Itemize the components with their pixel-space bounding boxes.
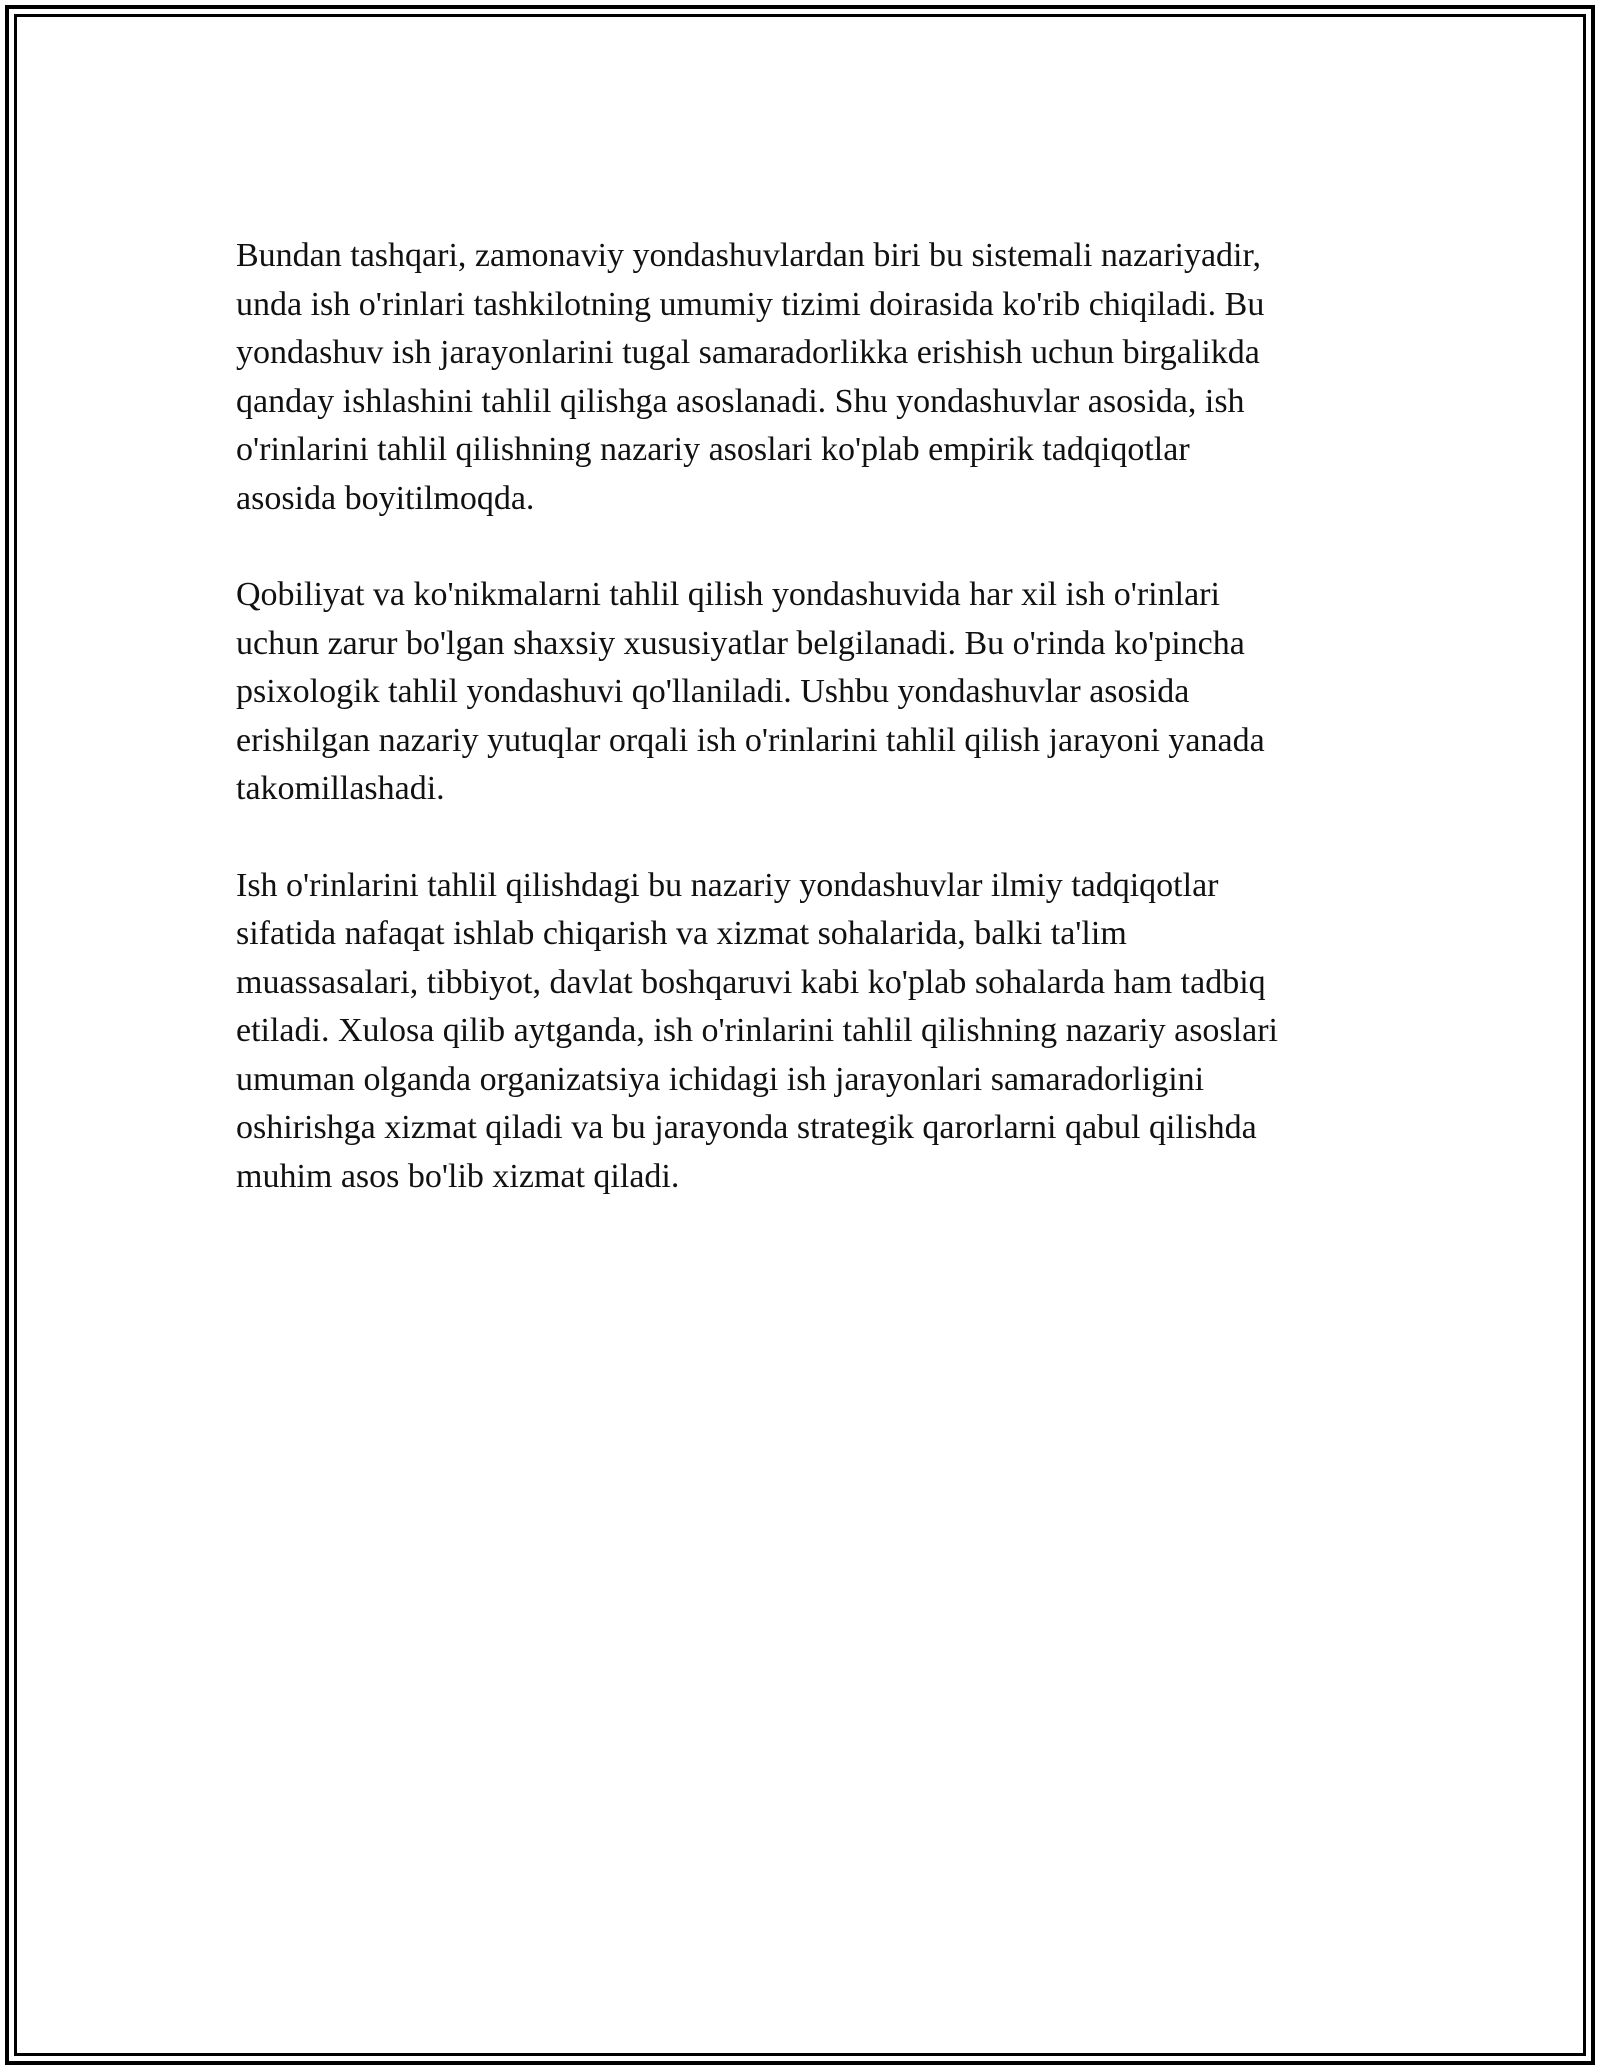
paragraph-1: Bundan tashqari, zamonaviy yondashuvlardan biri bu sistemali nazariyadir, unda ish o'rinlari tashkilotning umumiy tizimi doirasida ko'rib chiqiladi. Bu yondashuv ish jarayonlarini tugal samaradorlikka erishish uchun birgalikda qanday ishlashini tahlil qilishga asoslanadi. Shu yondashuvlar asosida, ish o'rinlarini tahlil qilishning nazariy asoslari ko'plab empirik tadqiqotlar asosida boyitilmoqda. — [236, 237, 1265, 517]
document-body — [236, 232, 1366, 1249]
paragraph-2: Qobiliyat va ko'nikmalarni tahlil qilish yondashuvida har xil ish o'rinlari uchun zarur bo'lgan shaxsiy xususiyatlar belgilanadi. Bu o'rinda ko'pincha psixologik tahlil yondashuvi qo'llaniladi. Ushbu yondashuvlar asosida erishilgan nazariy yutuqlar orqali ish o'rinlarini tahlil qilish jarayoni yanada takomillashadi. — [236, 576, 1265, 807]
paragraph-3: Ish o'rinlarini tahlil qilishdagi bu nazariy yondashuvlar ilmiy tadqiqotlar sifatida nafaqat ishlab chiqarish va xizmat sohalarida, balki ta'lim muassasalari, tibbiyot, davlat boshqaruvi kabi ko'plab sohalarda ham tadbiq etiladi. Xulosa qilib aytganda, ish o'rinlarini tahlil qilishning nazariy asoslari umuman olganda organizatsiya ichidagi ish jarayonlari samaradorligini oshirishga xizmat qiladi va bu jarayonda strategik qarorlarni qabul qilishda muhim asos bo'lib xizmat qiladi. — [236, 866, 1278, 1195]
